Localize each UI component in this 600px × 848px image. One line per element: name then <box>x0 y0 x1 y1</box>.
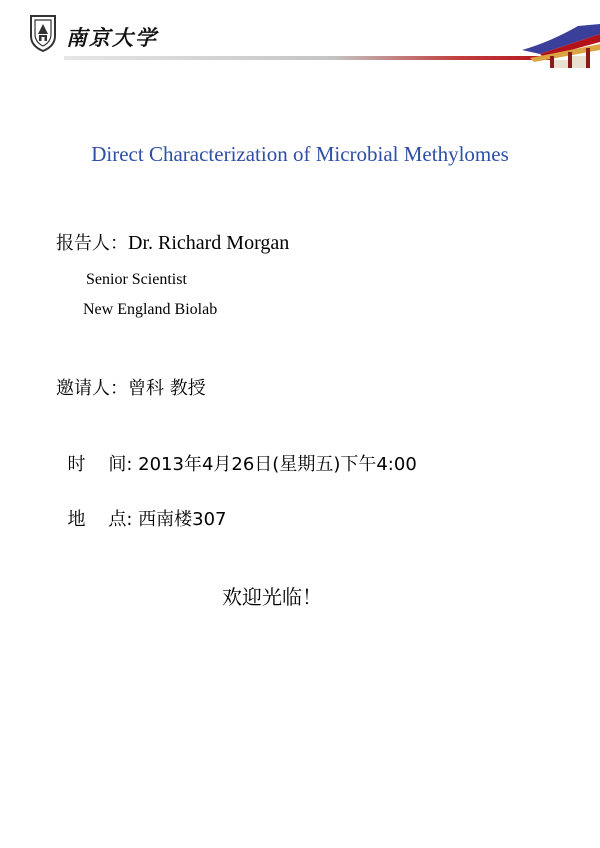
university-emblem-icon <box>28 14 58 52</box>
speaker-label: 报告人： <box>56 233 128 254</box>
host-label: 邀请人： <box>56 378 128 399</box>
place-row <box>56 484 227 531</box>
time-label: 时 间: <box>67 454 133 475</box>
place-value: 西南楼307 <box>138 509 227 530</box>
time-row <box>56 429 417 476</box>
place-label: 地 点: <box>67 509 133 530</box>
host-row <box>56 374 206 400</box>
university-name: 南京大学 <box>66 25 158 50</box>
time-value: 2013年4月26日(星期五)下午4:00 <box>138 454 417 475</box>
speaker-row <box>56 229 289 255</box>
talk-title: Direct Characterization of Microbial Methylomes <box>91 142 509 166</box>
host-name: 曾科 教授 <box>128 378 206 399</box>
page-header <box>0 0 600 70</box>
header-divider <box>64 56 554 60</box>
speaker-name: Dr. Richard Morgan <box>128 232 290 254</box>
building-roof-icon <box>520 20 600 68</box>
welcome-message: 欢迎光临！ <box>222 585 322 609</box>
speaker-organization: New England Biolab <box>83 301 218 318</box>
speaker-position: Senior Scientist <box>86 271 187 288</box>
